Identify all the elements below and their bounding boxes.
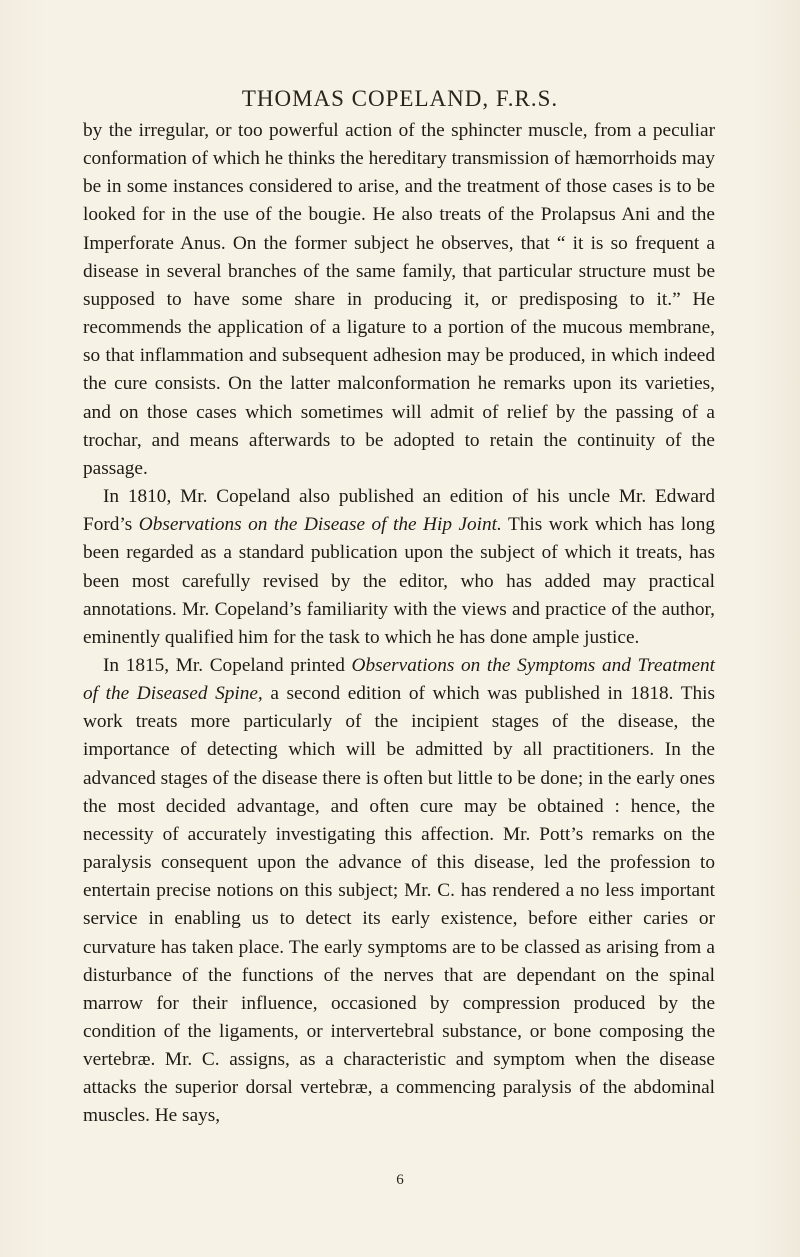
paragraph-2 xyxy=(83,483,715,652)
book-title-hip-joint: Observations on the Disease of the Hip Joint. xyxy=(138,514,502,536)
page-number: 6 xyxy=(396,1172,404,1188)
paragraph-3 xyxy=(83,652,715,1131)
paragraph-2-rest: This work which has long been regarded as a standard publication upon the subject of which it treats, has been most carefully revised by the editor, who has added may practical annotations. Mr. Copeland’s familiarity with the views and practice of the author, eminently qualified him for the task to which he has done ample justice. xyxy=(83,514,715,648)
paragraph-3-lead: In 1815, Mr. Copeland printed xyxy=(103,654,352,676)
paragraph-1: by the irregular, or too powerful action of the sphincter muscle, from a peculiar conformation of which he thinks the hereditary transmission of hæmorrhoids may be in some instances considered to arise, and the treatment of those cases is to be looked for in the use of the bougie. He also treats of the Prolapsus Ani and the Imperforate Anus. On the former subject he observes, that “ it is so frequent a disease in several branches of the same family, that particular structure must be supposed to have some share in producing it, or predisposing to it.” He recommends the application of a ligature to a portion of the mucous membrane, so that inflammation and subsequent adhesion may be produced, in which indeed the cure consists. On the latter malconformation he remarks upon its varieties, and on those cases which sometimes will admit of relief by the passing of a trochar, and means afterwards to be adopted to retain the continuity of the passage. xyxy=(83,120,715,479)
book-title-diseased-spine: Observations on the Symptoms and Treatment of the Diseased Spine, xyxy=(83,654,715,705)
paragraph-3-rest: a second edition of which was published in 1818. This work treats more particularly of the incipient stages of the disease, the importance of detecting which will be admitted by all practitioners. In the advanced stages of the disease there is often but little to be done; in the early ones the most decided advantage, and often cure may be obtained : hence, the necessity of accurately investigating this affection. Mr. Pott’s remarks on the paralysis consequent upon the advance of this disease, led the profession to entertain precise notions on this subject; Mr. C. has rendered a no less important service in enabling us to detect its early existence, before either caries or curvature has taken place. The early symptoms are to be classed as arising from a disturbance of the functions of the nerves that are dependant on the spinal marrow for their influence, occasioned by compression produced by the condition of the ligaments, or intervertebral substance, or bone composing the vertebræ. Mr. C. assigns, as a characteristic and symptom when the disease attacks the superior dorsal vertebræ, a commencing paralysis of the abdominal muscles. He says, xyxy=(83,683,716,1127)
running-head: THOMAS COPELAND, F.R.S. xyxy=(241,86,559,111)
body-text xyxy=(83,117,715,1131)
paragraph-2-lead: In 1810, Mr. Copeland also published an edition of his uncle Mr. Edward Ford’s xyxy=(83,486,715,536)
